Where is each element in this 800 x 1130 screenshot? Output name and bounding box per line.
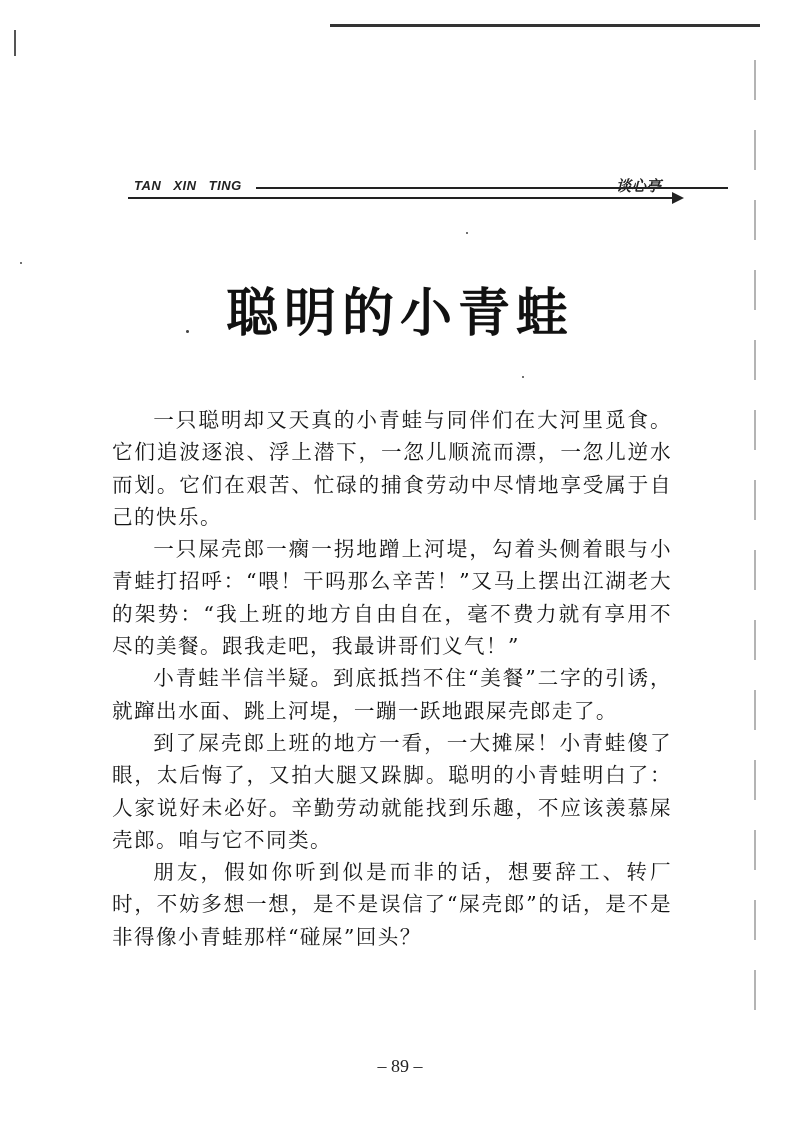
arrow-right-icon bbox=[672, 192, 684, 204]
scan-speck bbox=[522, 376, 524, 378]
scan-right-edge bbox=[754, 60, 756, 1020]
running-header bbox=[128, 172, 682, 202]
paragraph-5: 朋友，假如你听到似是而非的话，想要辞工、转厂时，不妨多想一想，是不是误信了“屎壳郎”的话，是不是非得像小青蛙那样“碰屎”回头？ bbox=[112, 860, 672, 949]
scan-left-mark bbox=[14, 30, 16, 56]
running-header-right: 谈心亭 bbox=[616, 177, 662, 195]
running-header-left: TAN XIN TING bbox=[134, 178, 242, 193]
page-number: – 89 – bbox=[377, 1056, 423, 1076]
scan-speck bbox=[20, 262, 22, 264]
running-header-arrow-line bbox=[128, 197, 676, 199]
scan-top-rule bbox=[330, 24, 760, 27]
paragraph-4: 到了屎壳郎上班的地方一看，一大摊屎！小青蛙傻了眼，太后悔了，又拍大腿又跺脚。聪明的小青蛙明白了：人家说好未必好。辛勤劳动就能找到乐趣，不应该羡慕屎壳郎。咱与它不同类。 bbox=[112, 730, 672, 852]
article-title: 聪明的小青蛙 bbox=[225, 283, 574, 344]
paragraph-3: 小青蛙半信半疑。到底抵挡不住“美餐”二字的引诱，就蹿出水面、跳上河堤，一蹦一跃地跟屎壳郎走了。 bbox=[112, 666, 672, 723]
article-body bbox=[112, 404, 672, 953]
scan-speck bbox=[186, 330, 189, 333]
paragraph-2: 一只屎壳郎一瘸一拐地蹭上河堤，勾着头侧着眼与小青蛙打招呼：“喂！干吗那么辛苦！”又马上摆出江湖老大的架势：“我上班的地方自由自在，毫不费力就有享用不尽的美餐。跟我走吧，我最讲哥们义气！” bbox=[112, 537, 672, 659]
scan-speck bbox=[466, 232, 468, 234]
paragraph-1: 一只聪明却又天真的小青蛙与同伴们在大河里觅食。它们追波逐浪、浮上潜下，一忽儿顺流而漂，一忽儿逆水而划。它们在艰苦、忙碌的捕食劳动中尽情地享受属于自己的快乐。 bbox=[112, 408, 672, 529]
